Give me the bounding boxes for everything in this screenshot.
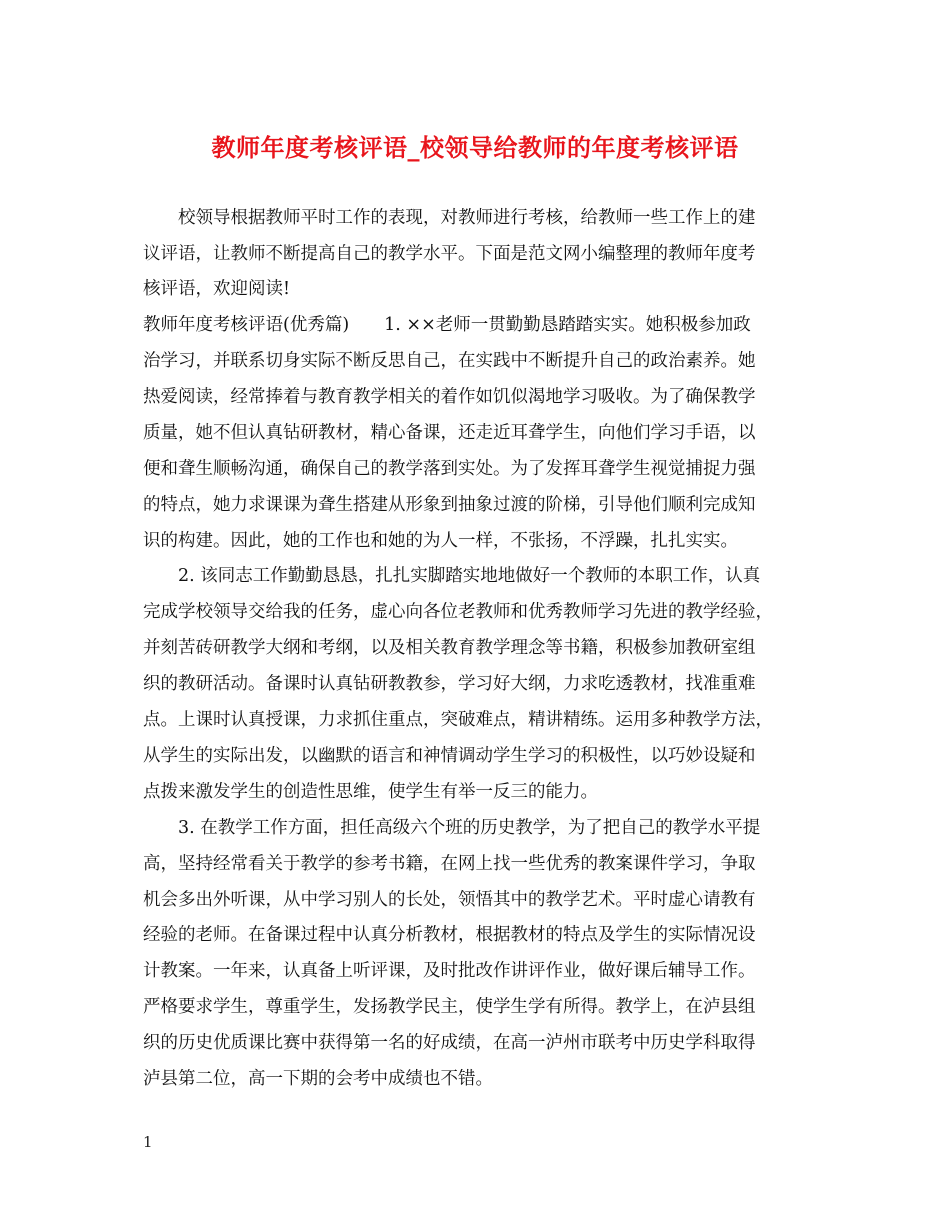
paragraph-1-line: 的特点，她力求课课为聋生搭建从形象到抽象过渡的阶梯，引导他们顺利完成知 (143, 495, 756, 515)
paragraph-2-line: 并刻苦砖研教学大纲和考纲，以及相关教育教学理念等书籍，积极参加教研室组 (143, 638, 756, 658)
paragraph-3-line: 严格要求学生，尊重学生，发扬教学民主，使学生学有所得。教学上，在泸县组 (143, 997, 756, 1017)
paragraph-1-line: 质量，她不但认真钻研教材，精心备课，还走近耳聋学生，向他们学习手语，以 (143, 423, 756, 443)
paragraph-3-line: 机会多出外听课，从中学习别人的长处，领悟其中的教学艺术。平时虚心请教有 (143, 890, 756, 910)
paragraph-2-line: 点。上课时认真授课，力求抓住重点，突破难点，精讲精练。运用多种教学方法， (143, 710, 773, 730)
paragraph-3-line: 3. 在教学工作方面，担任高级六个班的历史教学，为了把自己的教学水平提 (178, 818, 761, 838)
paragraph-2-line: 完成学校领导交给我的任务，虚心向各位老教师和优秀教师学习先进的教学经验， (143, 602, 773, 622)
paragraph-1-line: 识的构建。因此，她的工作也和她的为人一样，不张扬，不浮躁，扎扎实实。 (143, 531, 738, 551)
paragraph-3-line: 计教案。一年来，认真备上听评课，及时批改作讲评作业，做好课后辅导工作。 (143, 961, 756, 981)
paragraph-2-line: 从学生的实际出发，以幽默的语言和神情调动学生学习的积极性，以巧妙设疑和 (143, 746, 756, 766)
paragraph-2-line: 2. 该同志工作勤勤恳恳，扎扎实脚踏实地地做好一个教师的本职工作，认真 (178, 566, 761, 586)
paragraph-2-line: 点拨来激发学生的创造性思维，使学生有举一反三的能力。 (143, 782, 598, 802)
page-number: 1 (143, 1133, 153, 1151)
paragraph-3-line: 织的历史优质课比赛中获得第一名的好成绩，在高一泸州市联考中历史学科取得 (143, 1033, 756, 1053)
intro-line: 议评语，让教师不断提高自己的教学水平。下面是范文网小编整理的教师年度考 (143, 244, 756, 264)
paragraph-1-line: 治学习，并联系切身实际不断反思自己，在实践中不断提升自己的政治素养。她 (143, 351, 756, 371)
section-heading-line: 教师年度考核评语(优秀篇) 1. ××老师一贯勤勤恳踏踏实实。她积极参加政 (143, 315, 751, 335)
intro-line: 核评语，欢迎阅读! (143, 279, 291, 299)
intro-line: 校领导根据教师平时工作的表现，对教师进行考核，给教师一些工作上的建 (178, 208, 756, 228)
paragraph-3-line: 泸县第二位，高一下期的会考中成绩也不错。 (143, 1069, 493, 1089)
paragraph-3-line: 经验的老师。在备课过程中认真分析教材，根据教材的特点及学生的实际情况设 (143, 925, 756, 945)
paragraph-1-line: 热爱阅读，经常捧着与教育教学相关的着作如饥似渴地学习吸收。为了确保教学 (143, 387, 756, 407)
paragraph-1-line: 便和聋生顺畅沟通，确保自己的教学落到实处。为了发挥耳聋学生视觉捕捉力强 (143, 459, 756, 479)
document-title: 教师年度考核评语_校领导给教师的年度考核评语 (211, 133, 739, 162)
paragraph-2-line: 织的教研活动。备课时认真钻研教教参，学习好大纲，力求吃透教材，找准重难 (143, 674, 756, 694)
paragraph-3-line: 高，坚持经常看关于教学的参考书籍，在网上找一些优秀的教案课件学习，争取 (143, 854, 756, 874)
